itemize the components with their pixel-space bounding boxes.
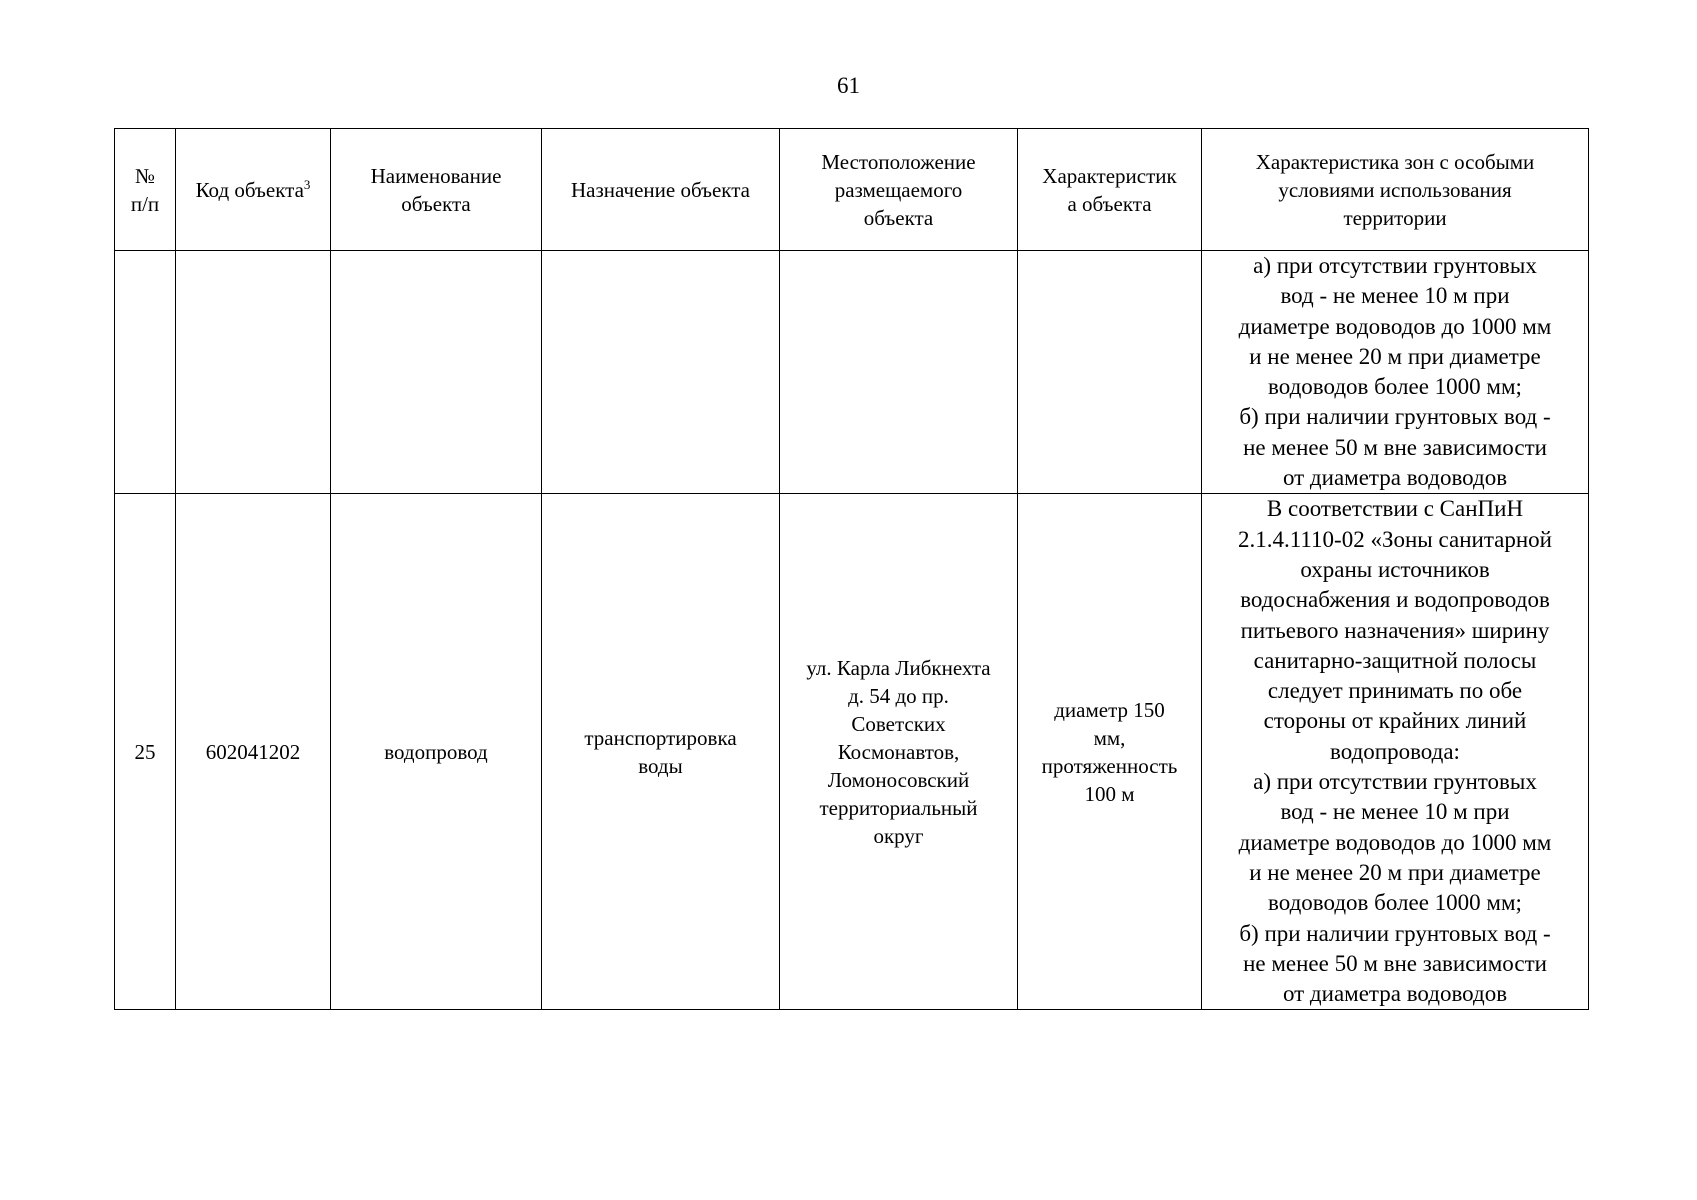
zones-line: санитарно-защитной полосы [1253, 647, 1537, 673]
zones-line: водоводов более 1000 мм; [1268, 374, 1522, 400]
zones-line: вод - не менее 10 м при [1280, 283, 1510, 309]
header-zones-line: условиями использования [1278, 177, 1512, 202]
purpose-line: воды [638, 753, 683, 778]
table-header-row [115, 129, 1589, 251]
location-line: д. 54 до пр. [848, 683, 949, 708]
location-line: территориальный [819, 795, 978, 820]
header-zones-line: Характеристика зон с особыми [1255, 149, 1535, 174]
zones-line: водопровода: [1330, 738, 1460, 764]
zones-line: стороны от крайних линий [1263, 708, 1527, 734]
zones-line: питьевого назначения» ширину [1240, 617, 1550, 643]
characteristic-line: 100 м [1084, 781, 1135, 806]
zones-line: б) при наличии грунтовых вод - [1239, 404, 1551, 430]
cell-zones [1202, 251, 1589, 494]
header-characteristic [1018, 129, 1202, 251]
cell-zones [1202, 494, 1589, 1010]
header-location-line: размещаемого [834, 177, 963, 202]
location-line: Советских [851, 711, 946, 736]
cell-purpose [542, 494, 780, 1010]
zones-line: а) при отсутствии грунтовых [1253, 253, 1537, 278]
characteristic-line: мм, [1093, 725, 1126, 750]
header-characteristic-line: а объекта [1067, 191, 1152, 216]
header-purpose: Назначение объекта [542, 129, 780, 251]
cell-location [780, 494, 1018, 1010]
header-zones [1202, 129, 1589, 251]
zones-line: б) при наличии грунтовых вод - [1239, 920, 1551, 946]
cell-name: водопровод [331, 494, 542, 1010]
location-line: ул. Карла Либкнехта [806, 655, 991, 680]
header-code-label: Код объекта [195, 177, 304, 202]
header-num-line: № [134, 163, 156, 188]
header-location-line: Местоположение [821, 149, 976, 174]
zones-line: не менее 50 м вне зависимости [1243, 950, 1547, 976]
characteristic-line: протяженность [1041, 753, 1178, 778]
zones-line: диаметре водоводов до 1000 мм [1238, 829, 1552, 855]
header-name-line: объекта [401, 191, 471, 216]
location-line: округ [873, 823, 924, 848]
zones-line: следует принимать по обе [1267, 678, 1523, 704]
zones-line: а) при отсутствии грунтовых [1253, 769, 1537, 795]
header-code [176, 129, 331, 251]
cell-characteristic [1018, 251, 1202, 494]
zones-line: диаметре водоводов до 1000 мм [1238, 313, 1552, 339]
header-name-line: Наименование [370, 163, 502, 188]
location-line: Космонавтов, [837, 739, 960, 764]
zones-line: не менее 50 м вне зависимости [1243, 434, 1547, 460]
header-num-line: п/п [130, 191, 160, 216]
table-row [115, 251, 1589, 494]
zones-line: от диаметра водоводов [1282, 981, 1508, 1007]
purpose-line: транспортировка [584, 725, 737, 750]
zones-line: вод - не менее 10 м при [1280, 799, 1510, 825]
zones-line: и не менее 20 м при диаметре [1249, 859, 1541, 885]
location-line: Ломоносовский [827, 767, 970, 792]
table-row [115, 494, 1589, 1010]
zones-line: водоводов более 1000 мм; [1268, 890, 1522, 916]
objects-table [114, 128, 1589, 1010]
cell-num: 25 [115, 494, 176, 1010]
page-number: 61 [837, 73, 860, 98]
cell-code [176, 251, 331, 494]
header-zones-line: территории [1343, 205, 1447, 230]
cell-name [331, 251, 542, 494]
footnote-ref: 3 [303, 176, 311, 192]
header-characteristic-line: Характеристик [1042, 163, 1177, 188]
characteristic-line: диаметр 150 [1054, 697, 1165, 722]
header-name [331, 129, 542, 251]
header-num [115, 129, 176, 251]
cell-characteristic [1018, 494, 1202, 1010]
zones-line: 2.1.4.1110-02 «Зоны санитарной [1238, 526, 1552, 552]
zones-line: охраны источников [1300, 556, 1490, 582]
header-location-line: объекта [863, 205, 934, 230]
zones-line: и не менее 20 м при диаметре [1249, 343, 1541, 369]
zones-line: водоснабжения и водопроводов [1240, 587, 1550, 613]
cell-purpose [542, 251, 780, 494]
cell-code: 602041202 [176, 494, 331, 1010]
zones-line: от диаметра водоводов [1282, 465, 1508, 491]
cell-location [780, 251, 1018, 494]
cell-num [115, 251, 176, 494]
zones-line: В соответствии с СанПиН [1266, 496, 1524, 522]
header-location [780, 129, 1018, 251]
